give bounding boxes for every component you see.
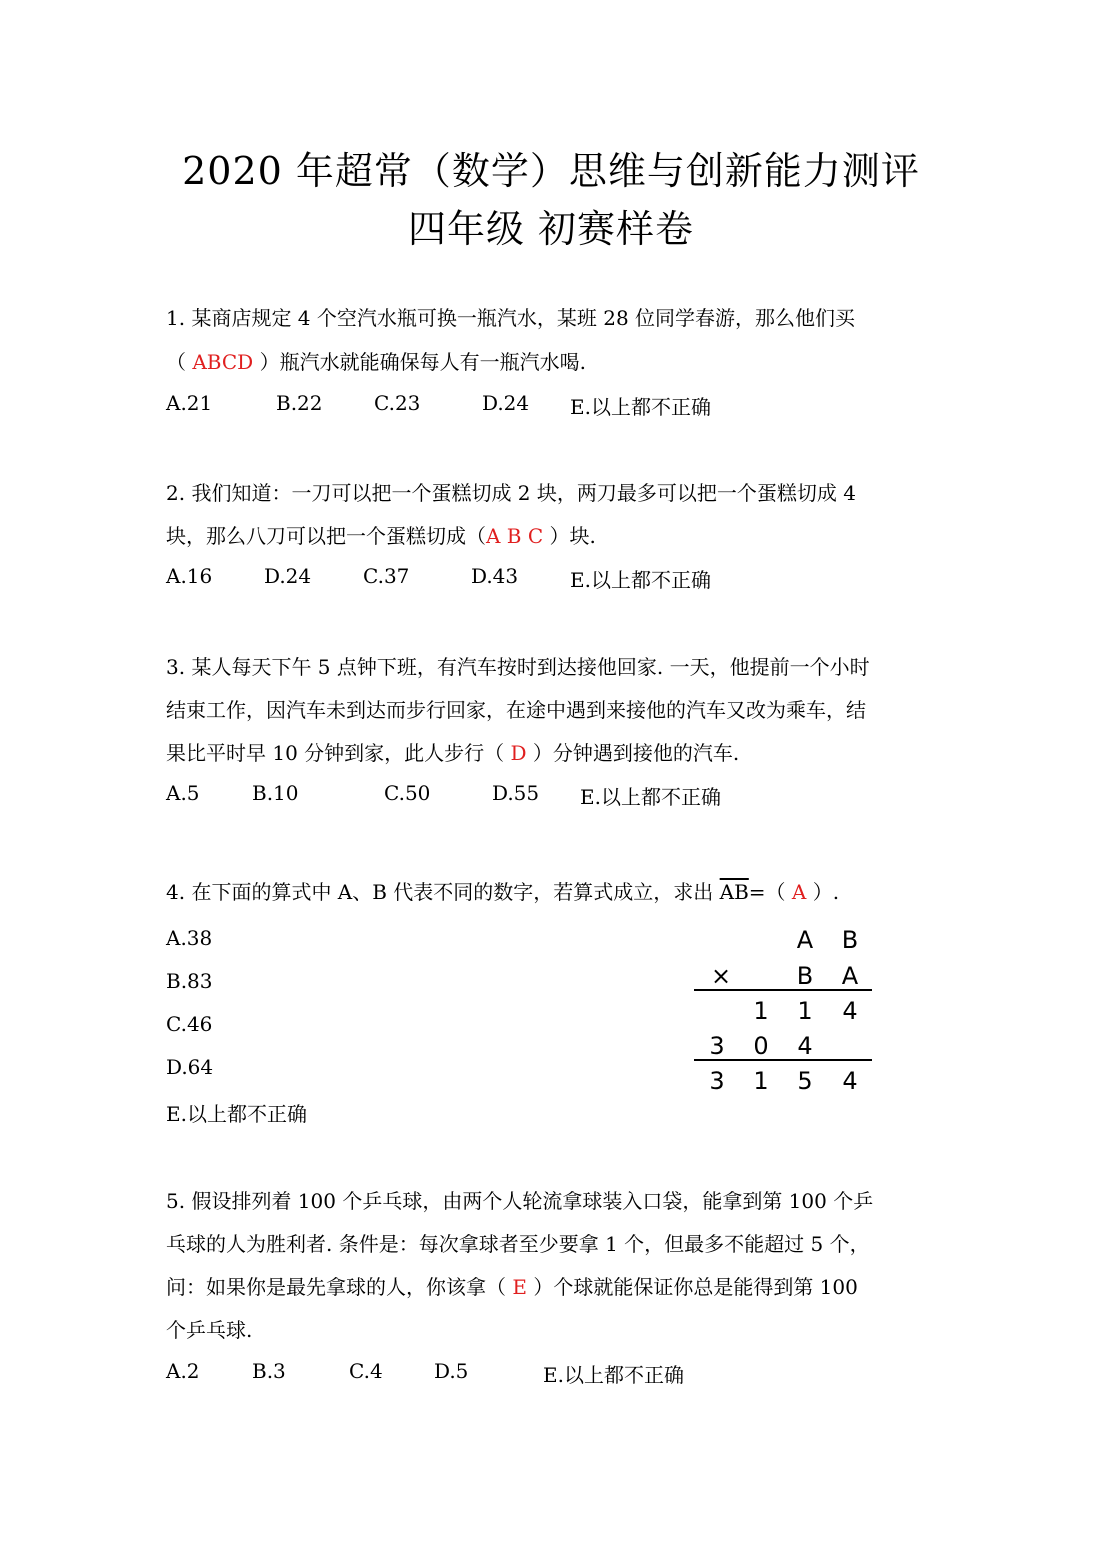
multiplication-figure (690, 922, 880, 1102)
mult-row4-digit: 3 (709, 1032, 725, 1060)
q1-option-e: E.以上都不正确 (570, 395, 711, 419)
mult-rule-2 (694, 1059, 872, 1061)
q2-text-line1: 2. 我们知道：一刀可以把一个蛋糕切成 2 块，两刀最多可以把一个蛋糕切成 4 (166, 481, 856, 505)
page-subtitle: 四年级 初赛样卷 (407, 207, 695, 251)
q5-option-e: E.以上都不正确 (543, 1363, 684, 1387)
q3-text-rest: ）分钟遇到接他的汽车. (526, 741, 740, 765)
q4-text-eq: =（ (748, 880, 792, 904)
mult-row5-digit: 3 (709, 1067, 725, 1095)
q4-text-line1 (166, 876, 839, 905)
q4-overline-ab: $\overline{AB}$ (719, 880, 749, 904)
mult-row4-digit: 4 (797, 1032, 813, 1060)
q4-text-pre: 4. 在下面的算式中 A、B 代表不同的数字，若算式成立，求出 (166, 880, 720, 904)
q5-option-d: D.5 (434, 1359, 469, 1383)
q5-text-line1: 5. 假设排列着 100 个乒乓球，由两个人轮流拿球装入口袋，能拿到第 100 个乒 (166, 1189, 874, 1213)
q3-text-pre: 果比平时早 10 分钟到家，此人步行（ (166, 741, 511, 765)
mult-times-sign: × (710, 962, 732, 990)
q1-option-c: C.23 (374, 391, 421, 415)
page-title: 2020 年超常（数学）思维与创新能力测评 (182, 149, 920, 193)
q4-text-rest: ）. (806, 880, 840, 904)
mult-row3-digit: 1 (753, 997, 769, 1025)
q1-text-line2 (166, 346, 586, 375)
q2-text-rest: ）块. (543, 524, 596, 548)
q3-text-line1: 3. 某人每天下午 5 点钟下班，有汽车按时到达接他回家. 一天，他提前一个小时 (166, 655, 870, 679)
q1-option-d: D.24 (482, 391, 530, 415)
q2-text-pre: 块，那么八刀可以把一个蛋糕切成（ (166, 524, 486, 548)
q2-answer: A B C (486, 524, 544, 548)
q1-text-rest: ）瓶汽水就能确保每人有一瓶汽水喝. (253, 350, 586, 374)
q3-option-c: C.50 (384, 781, 431, 805)
q1-answer: ABCD (192, 350, 254, 374)
q5-answer: E (512, 1275, 527, 1299)
q2-option-b: D.24 (264, 564, 312, 588)
mult-row5-digit: 4 (842, 1067, 858, 1095)
q3-option-a: A.5 (166, 781, 200, 805)
q2-option-a: A.16 (166, 564, 213, 588)
q1-option-a: A.21 (166, 391, 213, 415)
q3-text-line3 (166, 737, 739, 766)
q5-option-c: C.4 (349, 1359, 383, 1383)
q4-option-d: D.64 (166, 1055, 214, 1079)
q5-option-a: A.2 (166, 1359, 200, 1383)
mult-row5-digit: 1 (753, 1067, 769, 1095)
q4-option-a: A.38 (166, 926, 213, 950)
q3-answer: D (510, 741, 527, 765)
q1-option-b: B.22 (276, 391, 323, 415)
q5-text-rest: ）个球就能保证你总是能得到第 100 (526, 1275, 858, 1299)
q2-text-line2 (166, 520, 596, 549)
mult-row4-digit: 0 (753, 1032, 769, 1060)
q3-text-line2: 结束工作，因汽车未到达而步行回家，在途中遇到来接他的汽车又改为乘车，结 (166, 698, 866, 722)
q4-option-c: C.46 (166, 1012, 213, 1036)
mult-row2-digit: B (796, 962, 814, 990)
q5-text-pre: 问：如果你是最先拿球的人，你该拿（ (166, 1275, 513, 1299)
q4-option-b: B.83 (166, 969, 213, 993)
q3-option-e: E.以上都不正确 (580, 785, 721, 809)
q2-option-e: E.以上都不正确 (570, 568, 711, 592)
q1-open-paren: （ (166, 350, 193, 374)
mult-row1-digit: B (841, 926, 859, 954)
q3-option-b: B.10 (252, 781, 299, 805)
mult-rule-1 (694, 989, 872, 991)
mult-row2-digit: A (841, 962, 859, 990)
q1-text-line1: 1. 某商店规定 4 个空汽水瓶可换一瓶汽水，某班 28 位同学春游，那么他们买 (166, 306, 856, 330)
q2-option-c: C.37 (363, 564, 410, 588)
mult-row3-digit: 4 (842, 997, 858, 1025)
q4-option-e: E.以上都不正确 (166, 1102, 307, 1126)
mult-row1-digit: A (796, 926, 814, 954)
mult-row3-digit: 1 (797, 997, 813, 1025)
q2-option-d: D.43 (471, 564, 519, 588)
q5-text-line4: 个乒乓球. (166, 1318, 253, 1342)
q3-option-d: D.55 (492, 781, 540, 805)
q5-text-line2: 乓球的人为胜利者. 条件是：每次拿球者至少要拿 1 个，但最多不能超过 5 个， (166, 1232, 870, 1256)
q4-answer: A (791, 880, 807, 904)
mult-row5-digit: 5 (797, 1067, 813, 1095)
q5-text-line3 (166, 1271, 858, 1300)
q5-option-b: B.3 (252, 1359, 286, 1383)
